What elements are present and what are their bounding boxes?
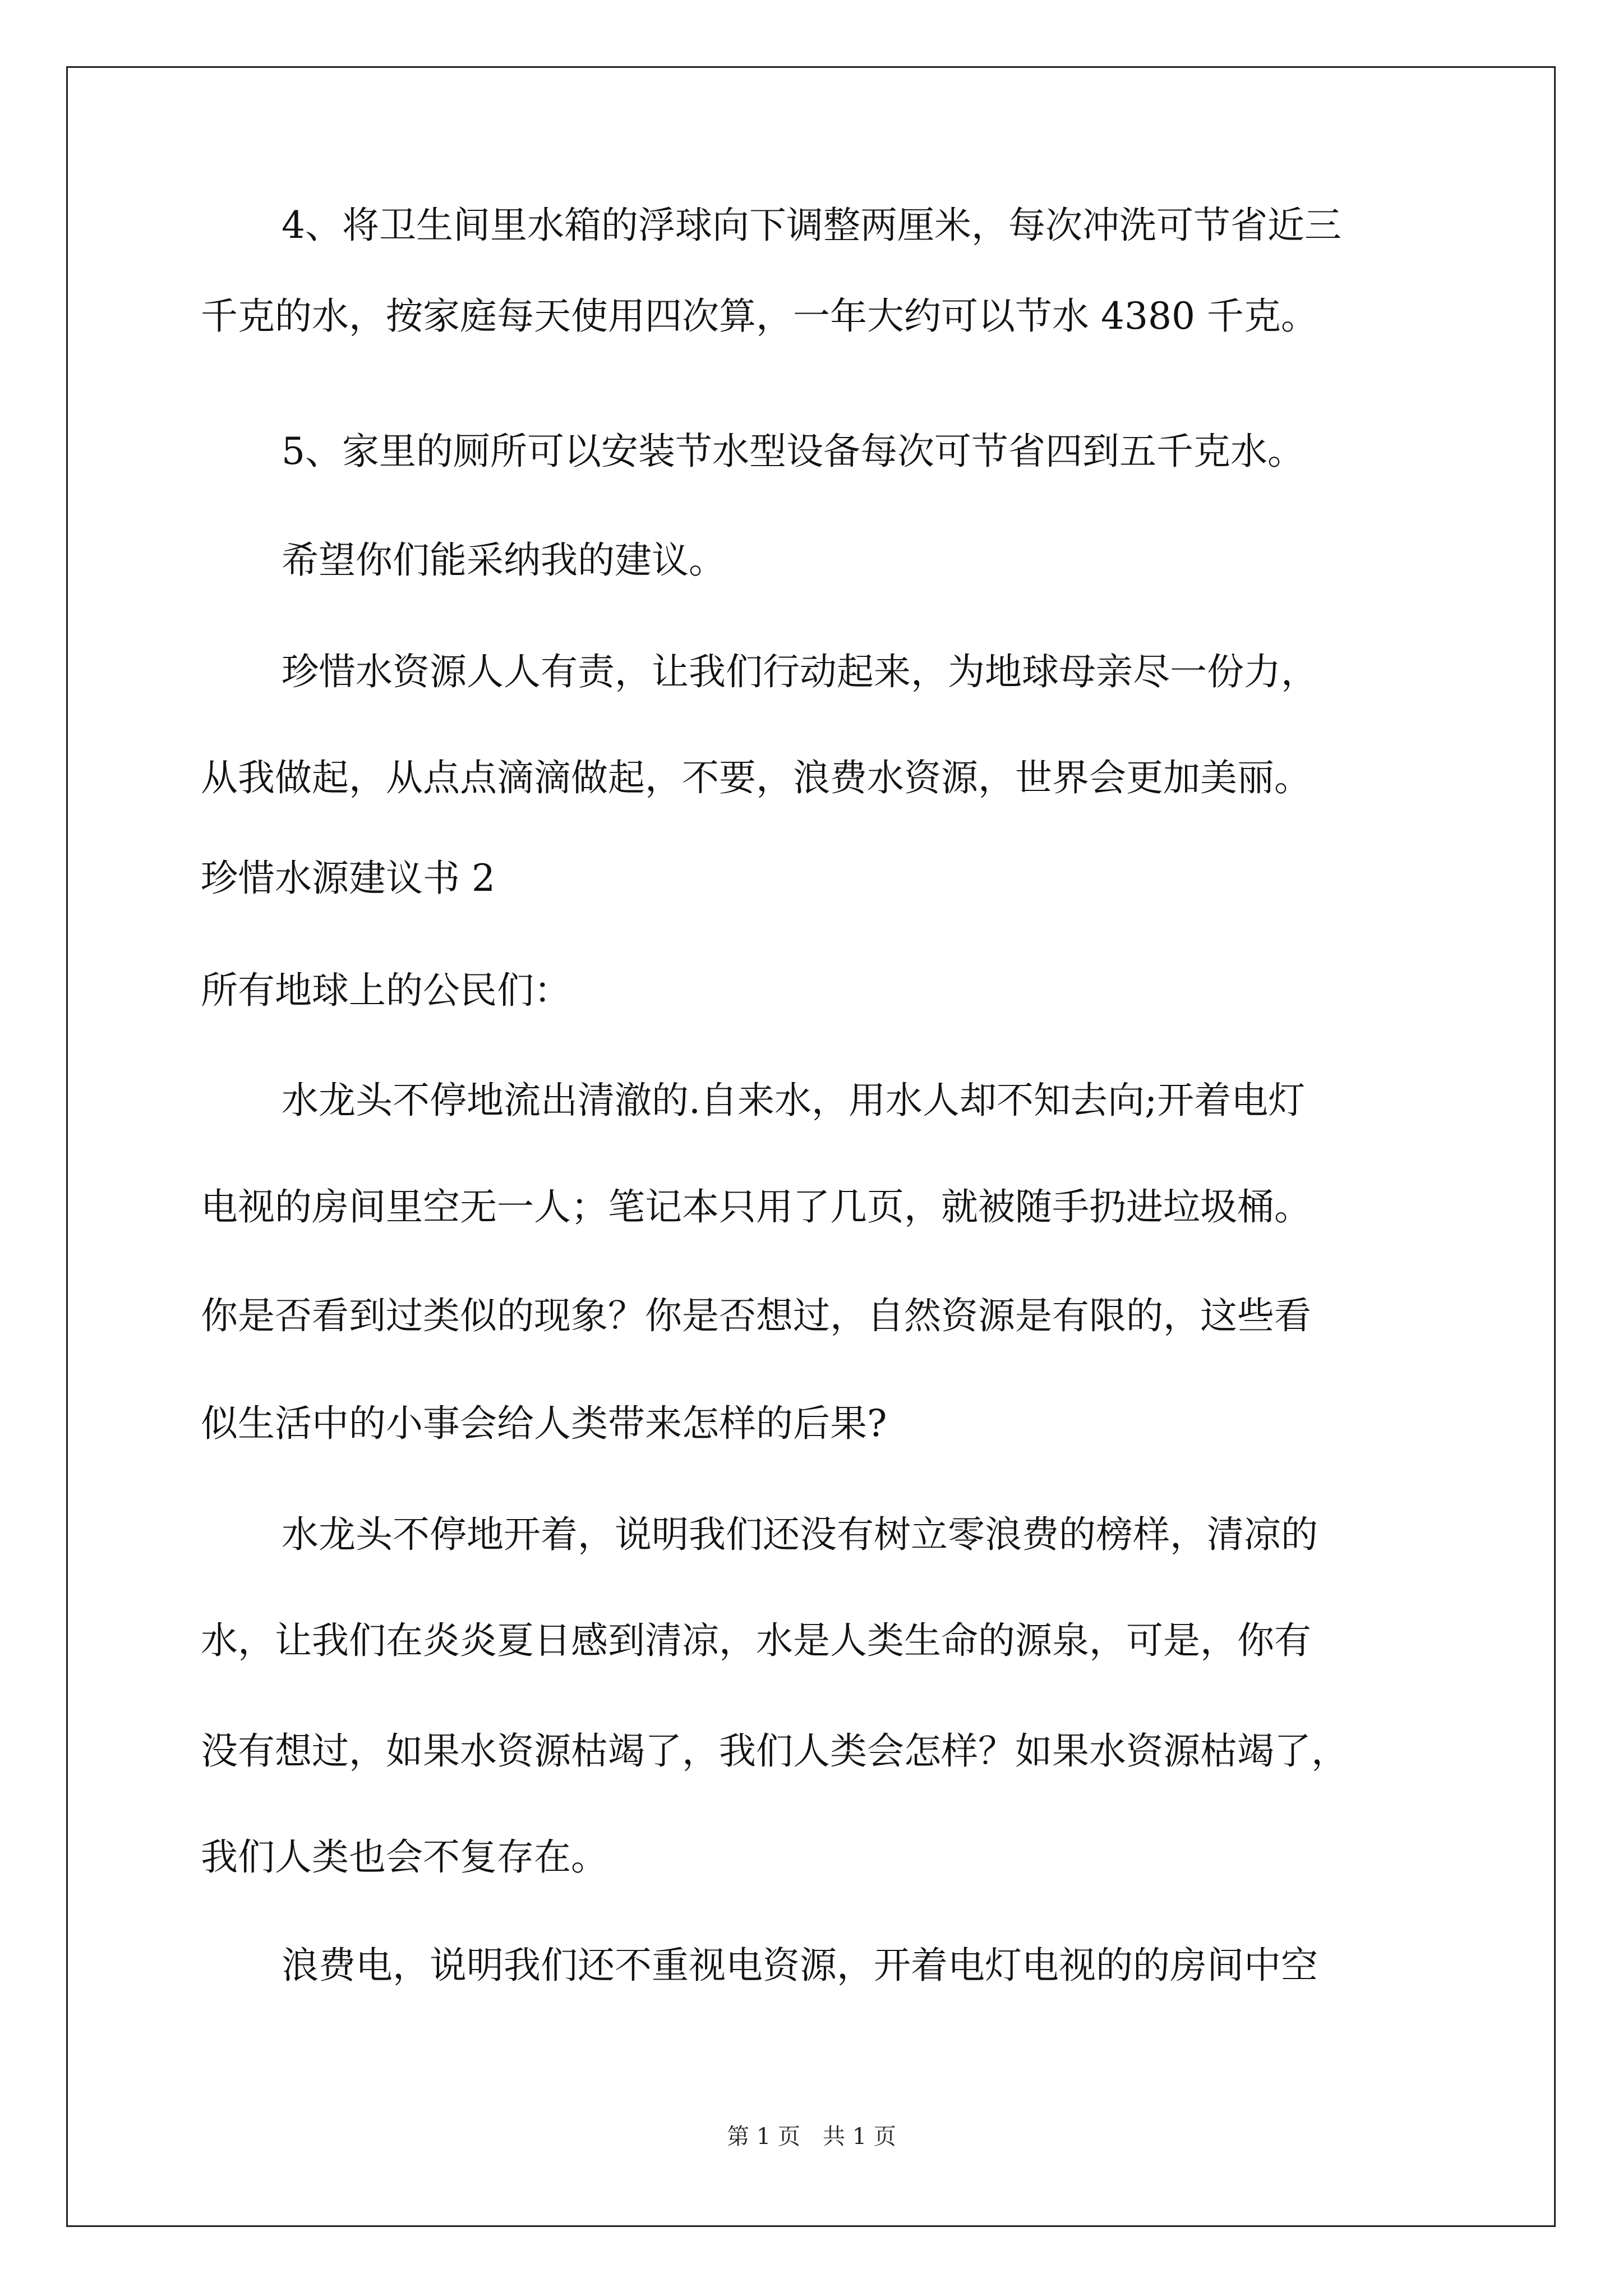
paragraph-line: 浪费电，说明我们还不重视电资源，开着电灯电视的的房间中空 bbox=[282, 1944, 1318, 1987]
paragraph-line: 希望你们能采纳我的建议。 bbox=[282, 539, 726, 582]
paragraph-line: 千克的水，按家庭每天使用四次算，一年大约可以节水 4380 千克。 bbox=[201, 295, 1318, 338]
paragraph-line: 4、将卫生间里水箱的浮球向下调整两厘米，每次冲洗可节省近三 bbox=[282, 204, 1341, 247]
salutation: 所有地球上的公民们： bbox=[201, 969, 571, 1012]
paragraph-line: 没有想过，如果水资源枯竭了，我们人类会怎样？如果水资源枯竭了， bbox=[201, 1729, 1348, 1773]
page-border bbox=[66, 66, 1556, 2227]
paragraph-line: 5、家里的厕所可以安装节水型设备每次可节省四到五千克水。 bbox=[282, 430, 1304, 473]
paragraph-line: 我们人类也会不复存在。 bbox=[201, 1835, 608, 1879]
paragraph-line: 你是否看到过类似的现象？你是否想过，自然资源是有限的，这些看 bbox=[201, 1294, 1311, 1337]
section-title: 珍惜水源建议书 2 bbox=[201, 857, 495, 900]
paragraph-line: 似生活中的小事会给人类带来怎样的后果? bbox=[201, 1402, 887, 1445]
page-footer: 第 1 页 共 1 页 bbox=[727, 2124, 896, 2150]
paragraph-line: 水，让我们在炎炎夏日感到清凉，水是人类生命的源泉，可是，你有 bbox=[201, 1619, 1311, 1662]
paragraph-line: 珍惜水资源人人有责，让我们行动起来，为地球母亲尽一份力， bbox=[282, 650, 1318, 693]
paragraph-line: 水龙头不停地流出清澈的.自来水，用水人却不知去向;开着电灯 bbox=[282, 1079, 1306, 1122]
paragraph-line: 电视的房间里空无一人；笔记本只用了几页，就被随手扔进垃圾桶。 bbox=[201, 1185, 1311, 1228]
paragraph-line: 水龙头不停地开着，说明我们还没有树立零浪费的榜样，清凉的 bbox=[282, 1513, 1318, 1556]
paragraph-line: 从我做起，从点点滴滴做起，不要，浪费水资源，世界会更加美丽。 bbox=[201, 756, 1311, 799]
